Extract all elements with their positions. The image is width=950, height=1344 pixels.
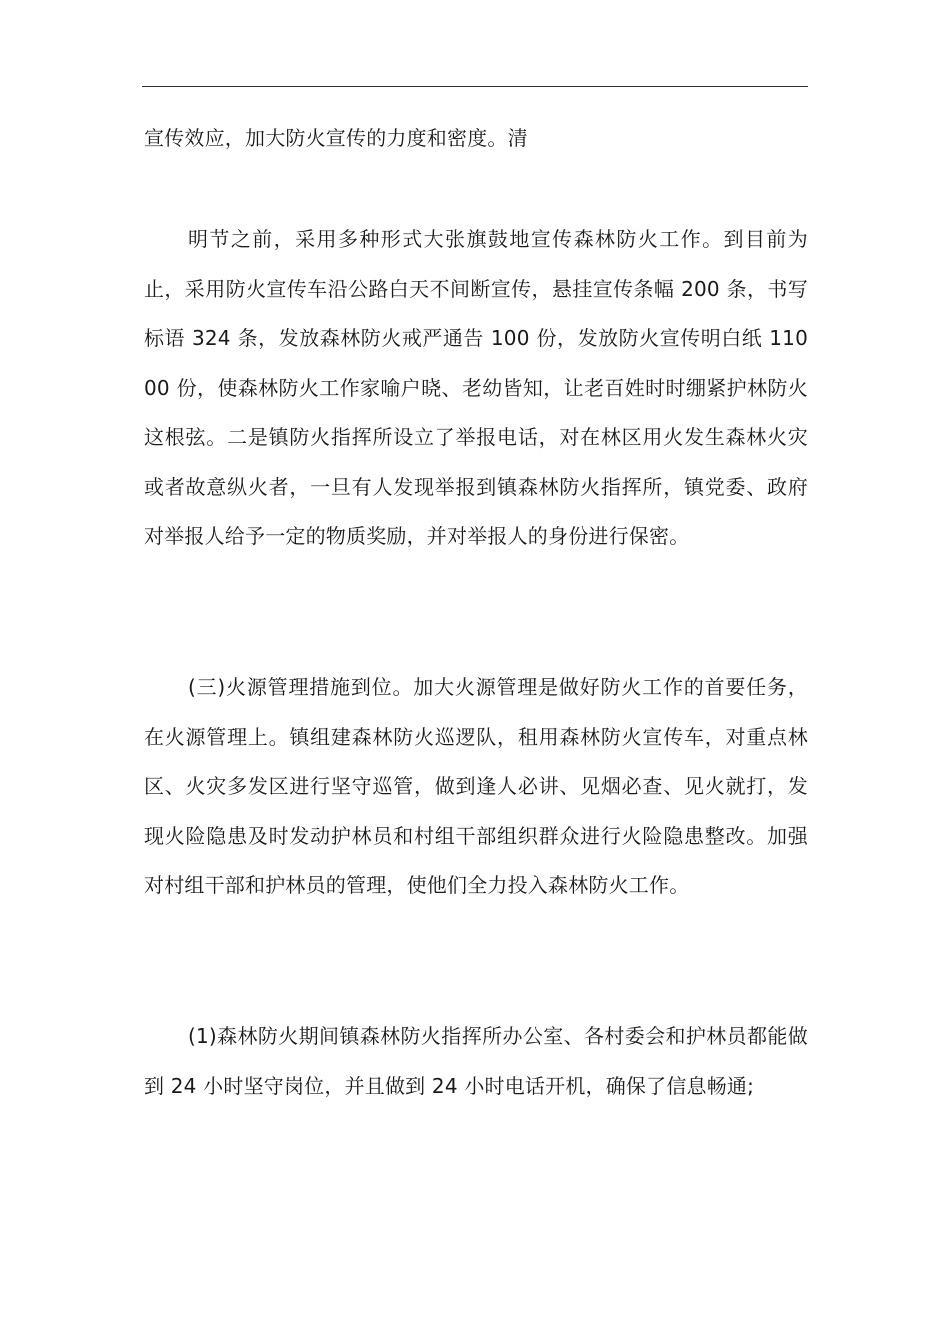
paragraph-publicity: 明节之前，采用多种形式大张旗鼓地宣传森林防火工作。到目前为止，采用防火宣传车沿公路白天不间断宣传，悬挂宣传条幅 200 条，书写标语 324 条，发放森林防火戒严通告 100 份，发放防火宣传明白纸 11000 份，使森林防火工作家喻户晓、老幼皆知，让老百姓时时绷紧护林防火这根弦。二是镇防火指挥所设立了举报电话，对在林区用火发生森林火灾或者故意纵火者，一旦有人发现举报到镇森林防火指挥所，镇党委、政府对举报人给予一定的物质奖励，并对举报人的身份进行保密。 <box>144 227 808 548</box>
paragraph-continuation: 宣传效应，加大防火宣传的力度和密度。清 <box>144 126 528 150</box>
header-divider <box>142 86 808 87</box>
paragraph-duty-item-1: (1)森林防火期间镇森林防火指挥所办公室、各村委会和护林员都能做到 24 小时坚守岗位，并且做到 24 小时电话开机，确保了信息畅通; <box>144 1024 808 1098</box>
paragraph-fire-source-management: (三)火源管理措施到位。加大火源管理是做好防火工作的首要任务，在火源管理上。镇组建森林防火巡逻队，租用森林防火宣传车，对重点林区、火灾多发区进行坚守巡管，做到逢人必讲、见烟必查、见火就打，发现火险隐患及时发动护林员和村组干部组织群众进行火险隐患整改。加强对村组干部和护林员的管理，使他们全力投入森林防火工作。 <box>144 675 808 897</box>
